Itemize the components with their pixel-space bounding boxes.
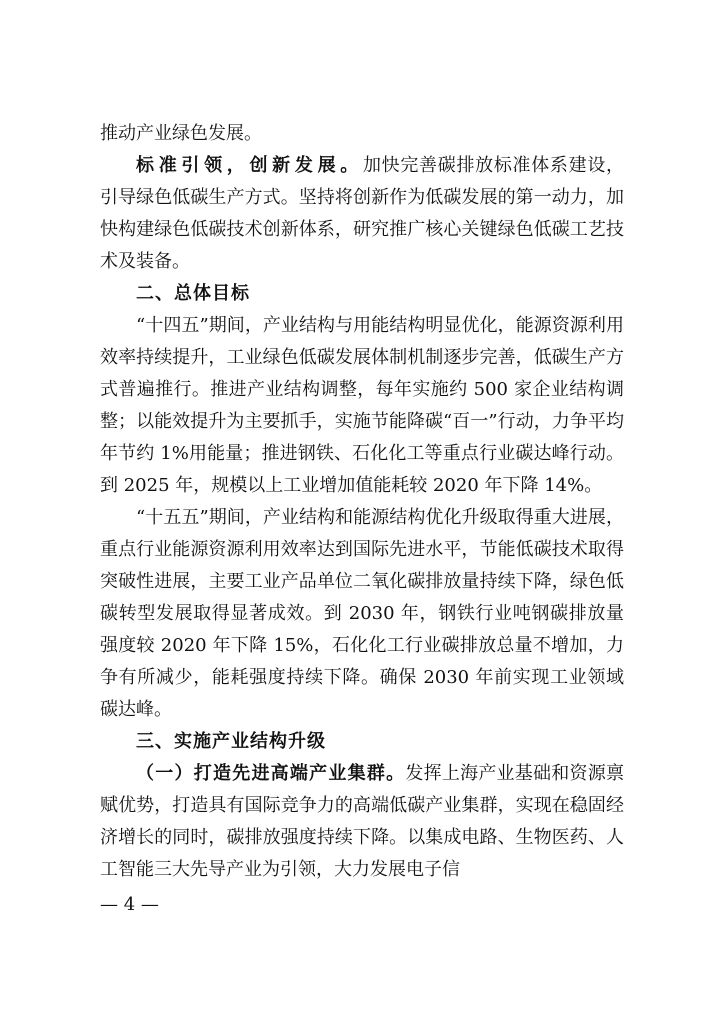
paragraph-body-standards: 加快完善碳排放标准体系建设，引导绿色低碳生产方式。坚持将创新作为低碳发展的第一动力，加快构建绿色低碳技术创新体系，研究推广核心关键绿色低碳工艺技术及装备。 (100, 155, 625, 272)
paragraph-lead-industry-cluster: （一）打造先进高端产业集群。 (136, 763, 406, 784)
paragraph-standards (100, 150, 624, 278)
paragraph-lead-standards: 标准引领，创新发展。 (136, 155, 363, 176)
paragraph-14th-five-year: “十四五”期间，产业结构与用能结构明显优化，能源资源利用效率持续提升，工业绿色低碳发展体制机制逐步完善，低碳生产方式普遍推行。推进产业结构调整，每年实施约 500 家企业结构调整；以能效提升为主要抓手，实施节能降碳“百一”行动，力争平均年节约 1%用能量；推进钢铁、石化化工等重点行业碳达峰行动。到 2025 年，规模以上工业增加值能耗较 2020 年下降 14%。 (100, 315, 624, 496)
paragraph-continuation: 推动产业绿色发展。 (100, 123, 262, 144)
section-heading-overall-goals: 二、总体目标 (136, 283, 250, 304)
section-heading-industrial-upgrade: 三、实施产业结构升级 (136, 731, 326, 752)
paragraph-industry-cluster (100, 758, 624, 886)
paragraph-body-industry-cluster: 发挥上海产业基础和资源禀赋优势，打造具有国际竞争力的高端低碳产业集群，实现在稳固经济增长的同时，碳排放强度持续下降。以集成电路、生物医药、人工智能三大先导产业为引领，大力发展电子信 (100, 763, 624, 880)
paragraph-15th-five-year: “十五五”期间，产业结构和能源结构优化升级取得重大进展，重点行业能源资源利用效率达到国际先进水平，节能低碳技术取得突破性进展，主要工业产品单位二氧化碳排放量持续下降，绿色低碳转型发展取得显著成效。到 2030 年，钢铁行业吨钢碳排放量强度较 2020 年下降 15%，石化化工行业碳排放总量不增加，力争有所减少，能耗强度持续下降。确保 2030 年前实现工业领域碳达峰。 (100, 507, 624, 720)
page-number: — 4 — (100, 894, 159, 915)
body-text (100, 118, 624, 886)
